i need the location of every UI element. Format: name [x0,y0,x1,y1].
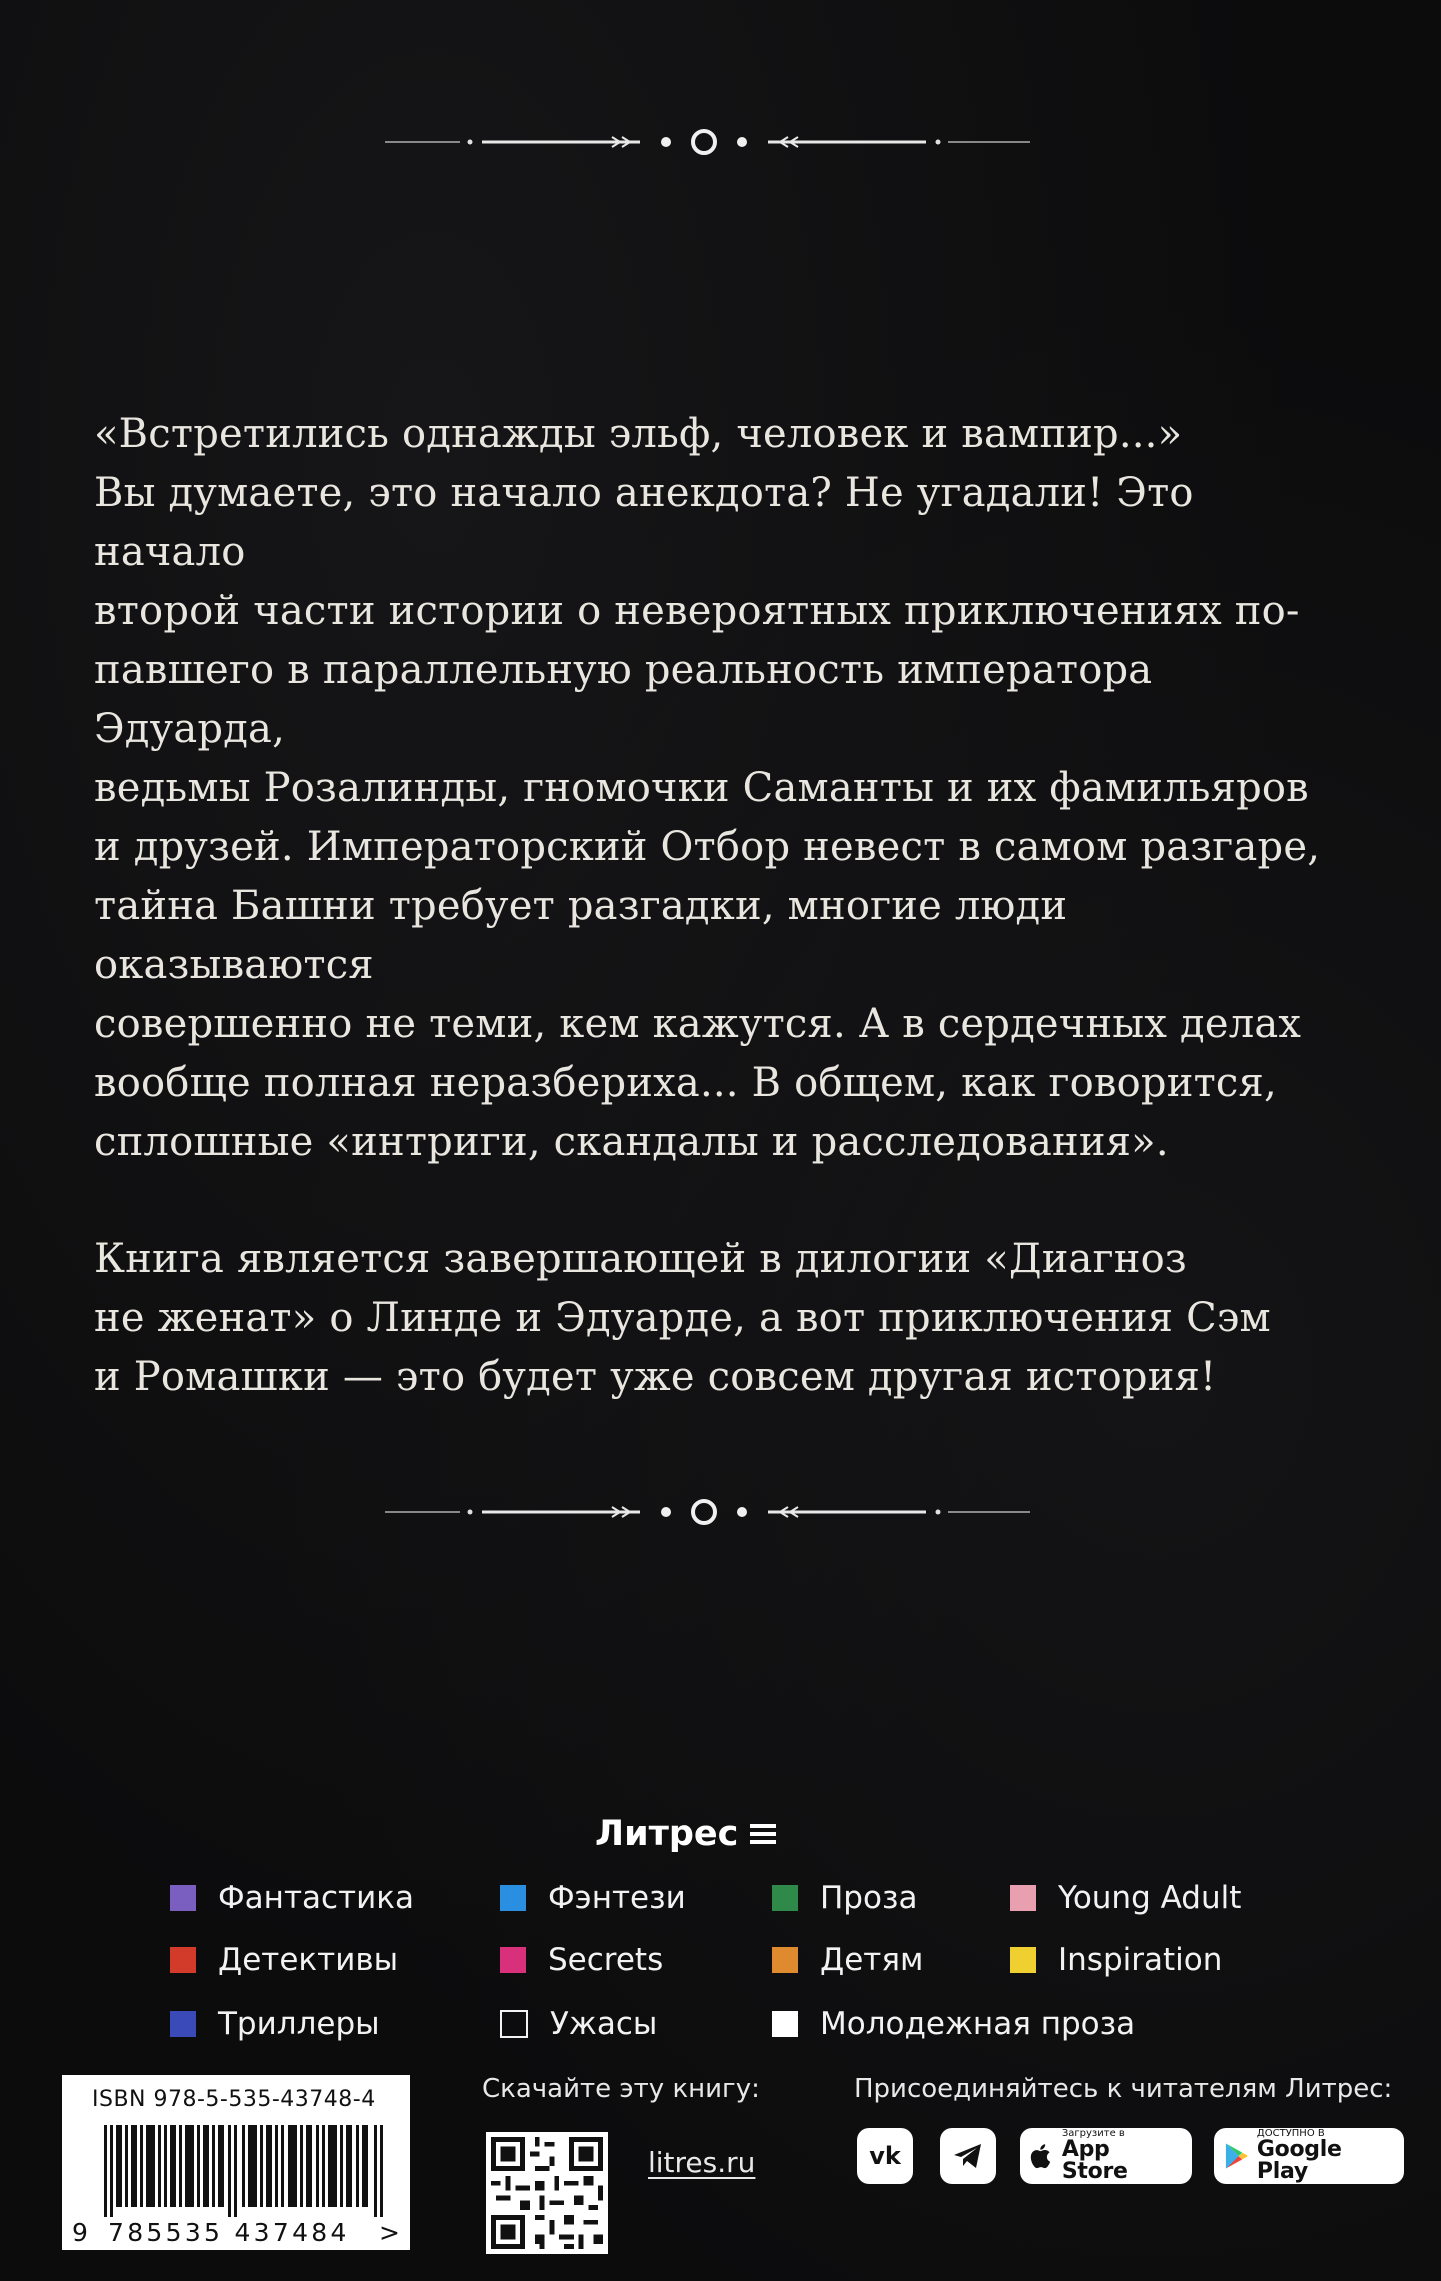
genre-label: Фантастика [218,1880,414,1916]
genre-label: Проза [820,1880,918,1916]
genre-item [772,2006,1135,2042]
annotation-paragraph-1: «Встретились однажды эльф, человек и вампир...» Вы думаете, это начало анекдота? Не угадали! Это начало второй части истории о невероятных приключениях по- павшего в параллельную реальность императора Эдуарда, ведьмы Розалинды, гномочки Саманты и их фамильяров и друзей. Императорский Отбор невест в самом разгаре, тайна Башни требует разгадки, многие люди оказываются совершенно не теми, кем кажутся. А в сердечных делах вообще полная неразбериха... В общем, как говорится, сплошные «интриги, скандалы и расследования». [94,411,1321,1165]
isbn-quiet-zone-marker: > [379,2218,400,2247]
genre-label: Young Adult [1058,1880,1242,1916]
telegram-icon [952,2142,984,2170]
app-store-caption: Загрузите в [1061,2128,1125,2139]
download-label: Скачайте эту книгу: [482,2074,760,2104]
genre-item [1010,1942,1222,1978]
genre-item [170,1880,414,1916]
genre-label: Фэнтези [548,1880,686,1916]
genre-item [170,1942,398,1978]
publisher-logo [595,1814,855,1854]
isbn-barcode-digits: 785535 437484 [108,2218,350,2247]
apple-icon [1030,2142,1054,2170]
genre-label: Детям [820,1942,924,1978]
genre-color-swatch [500,2010,528,2038]
qr-code-icon[interactable] [486,2132,608,2254]
genre-color-swatch [772,1947,798,1973]
isbn-label: ISBN 978-5-535-43748-4 [92,2087,376,2112]
genre-color-swatch [170,2011,196,2037]
ornament-divider-bottom [380,1492,1040,1532]
genre-item [500,2006,657,2042]
genre-item [772,1880,917,1916]
genre-item [500,1880,686,1916]
genre-label: Inspiration [1058,1942,1223,1978]
genre-color-swatch [1010,1885,1036,1911]
genre-color-swatch [1010,1947,1036,1973]
telegram-button[interactable] [940,2128,996,2184]
genre-item [170,2006,380,2042]
isbn-first-digit: 9 [72,2218,88,2247]
litres-site-link[interactable]: litres.ru [648,2146,756,2179]
isbn-barcode-block [62,2075,410,2250]
genre-color-swatch [772,2011,798,2037]
genre-label: Молодежная проза [820,2006,1136,2042]
menu-lines-icon [750,1824,776,1844]
barcode-icon [104,2125,384,2217]
google-play-icon [1224,2142,1249,2170]
genre-label: Ужасы [550,2006,658,2042]
genre-color-swatch [500,1947,526,1973]
genre-color-swatch [170,1947,196,1973]
genre-label: Детективы [218,1942,399,1978]
google-play-label: Google Play [1256,2137,1342,2184]
app-store-label: App Store [1061,2137,1128,2184]
genre-label: Триллеры [218,2006,380,2042]
google-play-button[interactable] [1214,2128,1404,2184]
ornament-divider-top [380,122,1040,162]
vk-icon: vk [869,2142,901,2170]
book-annotation [94,405,1354,1407]
genre-color-swatch [500,1885,526,1911]
app-store-button[interactable] [1020,2128,1192,2184]
join-readers-label: Присоединяйтесь к читателям Литрес: [854,2074,1393,2104]
genre-item [1010,1880,1241,1916]
genre-color-swatch [170,1885,196,1911]
genre-label: Secrets [548,1942,664,1978]
vk-button[interactable] [857,2128,913,2184]
google-play-caption: ДОСТУПНО В [1256,2128,1325,2139]
genre-item [772,1942,923,1978]
publisher-name: Литрес [595,1814,739,1854]
genre-item [500,1942,663,1978]
annotation-paragraph-2: Книга является завершающей в дилогии «Диагноз не женат» о Линде и Эдуарде, а вот приключения Сэм и Ромашки — это будет уже совсем другая история! [94,1236,1271,1400]
genre-color-swatch [772,1885,798,1911]
